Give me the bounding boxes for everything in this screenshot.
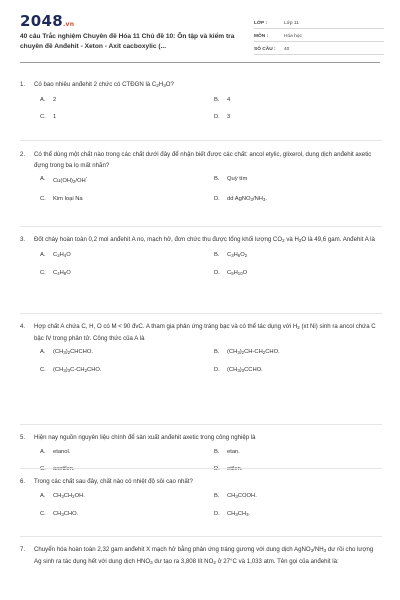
option-text: $Cu(OH)_2/OH^-$ — [53, 176, 88, 185]
answer-options — [40, 492, 382, 519]
meta-row-subject — [254, 30, 384, 42]
option-text: Quỳ tím — [227, 176, 248, 183]
answer-options — [40, 96, 382, 121]
option-text: $(CH_3)_3C-CH_2CHO$. — [53, 367, 102, 374]
question-4 — [20, 322, 382, 375]
option-text: $C_4H_8O$ — [53, 269, 71, 276]
question-stem — [20, 545, 382, 568]
question-stem — [20, 433, 382, 444]
option-letter: D. — [214, 196, 220, 203]
option-text: etan. — [227, 448, 240, 455]
option-letter: A. — [40, 251, 46, 258]
option-letter: A. — [40, 448, 46, 455]
question-5 — [20, 433, 382, 473]
option-text: $(CH_3)_3CCHO$. — [227, 367, 263, 374]
question-6 — [20, 477, 382, 519]
question-divider — [20, 536, 382, 537]
option-text: 1 — [53, 113, 57, 120]
logo-suffix-text: .vn — [62, 21, 75, 28]
answer-option-a[interactable] — [40, 175, 214, 186]
answer-option-a[interactable] — [40, 348, 214, 357]
answer-options — [40, 348, 382, 375]
option-text: $C_2H_4O$ — [53, 251, 71, 258]
option-letter: B. — [214, 96, 220, 103]
meta-value: 40 — [284, 47, 290, 52]
question-stem — [20, 80, 382, 92]
option-text: $CH_3COOH$. — [227, 492, 257, 499]
meta-label: MÔN : — [254, 34, 269, 39]
answer-option-c[interactable] — [40, 366, 214, 375]
meta-value: Lớp 11 — [284, 21, 299, 26]
option-text: $C_3H_6O_2$ — [227, 251, 248, 258]
option-letter: A. — [40, 96, 46, 103]
answer-option-a[interactable] — [40, 448, 214, 456]
meta-row-class — [254, 17, 384, 29]
answer-option-c[interactable] — [40, 510, 214, 519]
question-stem — [20, 235, 382, 247]
question-text: Chuyển hóa hoàn toàn 2,32 gam anđehit X mạch hở bằng phản ứng tráng gương với dung dịch $AgNO_3/NH_3$ dư rồi cho lượng Ag sinh ra tác dụng hết với dung dịch $HNO_3$ dư tạo ra 3,808 lít $NO_2$ ở 27°C và 1,033 atm. Tên gọi của anđehit là: — [34, 546, 374, 565]
question-number: 4. — [20, 323, 26, 330]
question-1 — [20, 80, 382, 121]
question-number: 7. — [20, 546, 26, 553]
meta-row-count — [254, 43, 384, 55]
meta-label: LỚP : — [254, 21, 268, 26]
answer-option-b[interactable] — [214, 348, 388, 357]
question-number: 1. — [20, 81, 26, 88]
question-text: Hiện nay nguồn nguyên liệu chính để sản xuất anđehit axetic trong công nghiệp là — [34, 434, 256, 441]
option-text: etanol. — [53, 448, 71, 455]
question-stem — [20, 477, 382, 488]
option-text: $C_5H_{10}O$ — [227, 269, 248, 276]
answer-option-d[interactable] — [214, 510, 388, 519]
option-text: $CH_3CH_3$. — [227, 510, 251, 517]
option-letter: C. — [40, 269, 46, 276]
answer-option-b[interactable] — [214, 175, 388, 186]
question-divider — [20, 140, 382, 141]
site-logo[interactable] — [20, 12, 74, 30]
option-text: $CH_3CH_2OH$. — [53, 492, 85, 499]
option-letter: C. — [40, 113, 46, 120]
option-letter: D. — [214, 113, 220, 120]
question-text: Hợp chất A chứa C, H, O có M < 90 đvC. A tham gia phản ứng tráng bạc và có thể tác dụng với $H_2$ (xt Ni) sinh ra ancol chứa C bậc IV trong phân tử. Công thức của A là — [34, 323, 376, 342]
answer-option-b[interactable] — [214, 448, 388, 456]
option-letter: A. — [40, 492, 46, 499]
option-text: dd $AgNO_3/NH_3$. — [227, 196, 267, 203]
meta-label: SỐ CÂU : — [254, 47, 276, 52]
question-text: Trong các chất sau đây, chất nào có nhiệt độ sôi cao nhất? — [34, 478, 193, 485]
answer-option-b[interactable] — [214, 251, 388, 260]
question-3 — [20, 235, 382, 278]
meta-value: Hóa học — [284, 34, 302, 39]
answer-option-d[interactable] — [214, 195, 388, 204]
option-text: $(CH_3)_2CHCHO$. — [53, 349, 93, 356]
worksheet-meta — [254, 17, 384, 56]
answer-option-a[interactable] — [40, 96, 214, 104]
option-text: $CH_3CHO$. — [53, 510, 79, 517]
option-letter: C. — [40, 367, 46, 374]
option-letter: A. — [40, 176, 46, 183]
option-text: 4 — [227, 96, 231, 103]
option-letter: B. — [214, 349, 220, 356]
question-text: Có thể dùng một chất nào trong các chất dưới đây để nhận biết được các chất: ancol etylic, glixerol, dung dịch anđehit axetic đựng trong ba lọ mất nhãn? — [34, 151, 372, 169]
answer-option-b[interactable] — [214, 96, 388, 104]
answer-option-d[interactable] — [214, 366, 388, 375]
answer-options — [40, 175, 382, 204]
option-letter: C. — [40, 510, 46, 517]
question-2 — [20, 150, 382, 204]
question-text: Đốt cháy hoàn toàn 0,2 mol anđehit A no, mạch hở, đơn chức thu được tổng khối lượng $CO_2$ và $H_2O$ là 49,6 gam. Anđehit A là — [34, 236, 375, 243]
option-text: $(CH_3)_2CH-CH_2CHO$. — [227, 349, 280, 356]
question-number: 5. — [20, 434, 26, 441]
question-7 — [20, 545, 382, 568]
question-text: Có bao nhiêu anđehit 2 chức có CTĐGN là $C_2H_3O$? — [34, 81, 174, 88]
option-letter: D. — [214, 367, 220, 374]
question-number: 6. — [20, 478, 26, 485]
question-divider — [20, 468, 382, 469]
answer-option-d[interactable] — [214, 113, 388, 121]
answer-option-c[interactable] — [40, 195, 214, 204]
worksheet-title: 40 câu Trắc nghiệm Chuyên đề Hóa 11 Chủ đề 10: Ôn tập và kiểm tra chuyên đề Anđehit - Xeton - Axit cacboxylic (... — [20, 33, 235, 50]
question-number: 3. — [20, 236, 26, 243]
answer-option-d[interactable] — [214, 269, 388, 278]
option-letter: B. — [214, 448, 220, 455]
answer-option-c[interactable] — [40, 269, 214, 278]
option-letter: A. — [40, 349, 46, 356]
answer-options — [40, 251, 382, 278]
question-divider — [20, 313, 382, 314]
option-letter: B. — [214, 176, 220, 183]
header-divider — [20, 62, 380, 63]
option-text: 2 — [53, 96, 57, 103]
option-letter: C. — [40, 196, 46, 203]
question-divider — [20, 226, 382, 227]
question-stem — [20, 322, 382, 344]
answer-option-a[interactable] — [40, 251, 214, 260]
option-letter: D. — [214, 510, 220, 517]
option-text: 3 — [227, 113, 231, 120]
logo-main-text: 2048 — [20, 12, 63, 30]
question-stem — [20, 150, 382, 171]
question-divider — [20, 424, 382, 425]
answer-option-b[interactable] — [214, 492, 388, 501]
answer-option-a[interactable] — [40, 492, 214, 501]
option-letter: B. — [214, 492, 220, 499]
option-text: Kim loại Na — [53, 196, 83, 203]
question-number: 2. — [20, 151, 26, 158]
option-letter: D. — [214, 269, 220, 276]
answer-option-c[interactable] — [40, 113, 214, 121]
option-letter: B. — [214, 251, 220, 258]
